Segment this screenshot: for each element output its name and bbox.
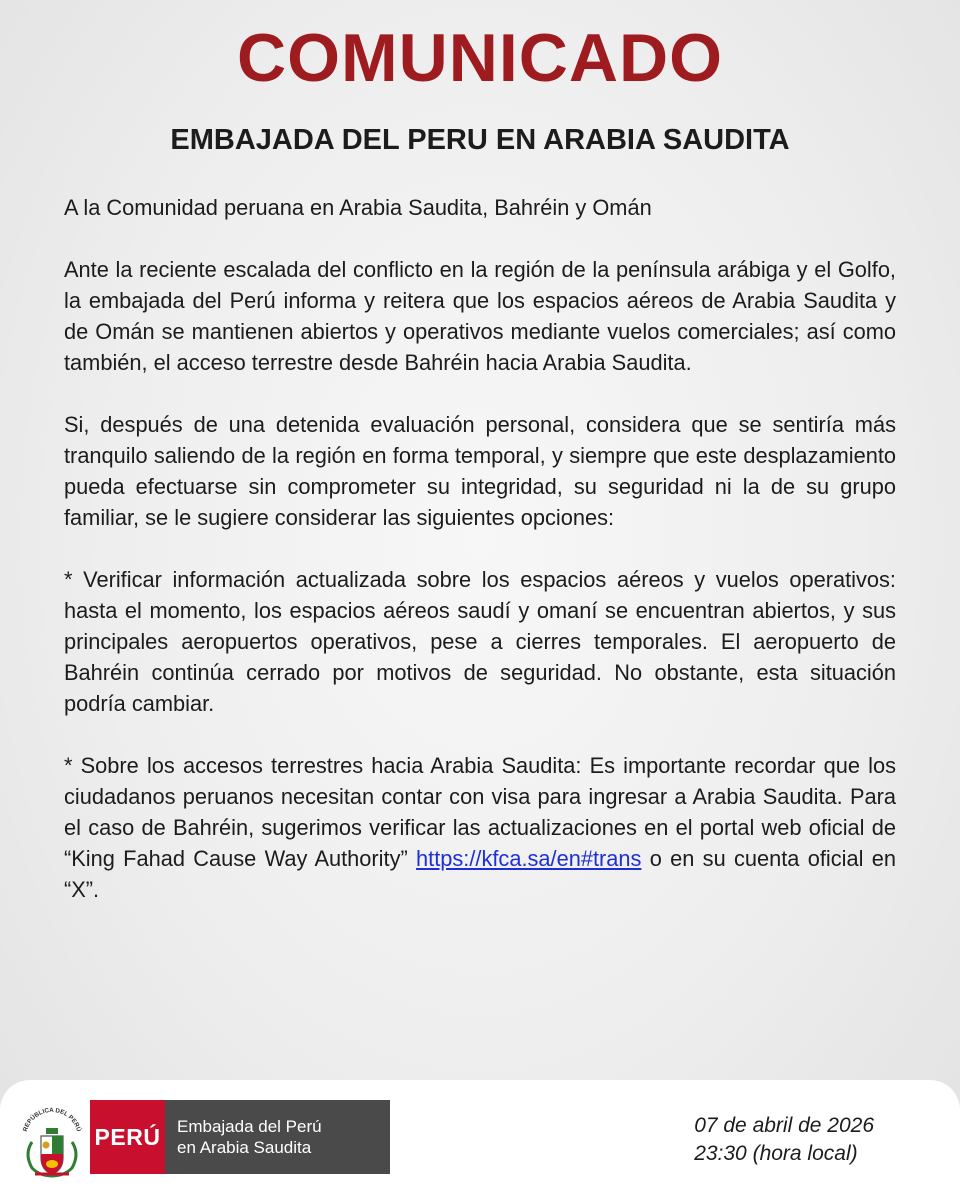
paragraph-land-option bbox=[64, 750, 896, 905]
publication-date: 07 de abril de 2026 bbox=[694, 1114, 874, 1137]
kfca-link[interactable]: https://kfca.sa/en#trans bbox=[416, 846, 642, 871]
logo-embassy-line2: en Arabia Saudita bbox=[177, 1138, 312, 1157]
logo-country-text: PERÚ bbox=[94, 1123, 161, 1150]
peru-embassy-logo bbox=[90, 1100, 390, 1174]
publication-time: 23:30 (hora local) bbox=[694, 1142, 858, 1165]
seal-text: REPÚBLICA DEL PERÚ bbox=[21, 1106, 83, 1133]
paragraph-departure-suggestion: Si, después de una detenida evaluación personal, considera que se sentiría más tranquilo saliendo de la región en forma temporal, y siempre que este desplazamiento pueda efectuarse sin comprometer su integridad, su seguridad ni la de su grupo familiar, se le sugiere considerar las siguientes opciones: bbox=[64, 412, 896, 530]
paragraph-airspace-status: Ante la reciente escalada del conflicto en la región de la península arábiga y el Golfo, la embajada del Perú informa y reitera que los espacios aéreos de Arabia Saudita y de Omán se mantienen abiertos y operativos mediante vuelos comerciales; así como también, el acceso terrestre desde Bahréin hacia Arabia Saudita. bbox=[64, 257, 896, 375]
logo-country-block bbox=[90, 1100, 165, 1174]
land-option-text-end: o en su cuenta oficial en “X”. bbox=[64, 846, 896, 902]
coat-of-arms-icon bbox=[18, 1098, 86, 1182]
land-option-text: * Sobre los accesos terrestres hacia Arabia Saudita: Es importante recordar que los ciudadanos peruanos necesitan contar con visa para ingresar a Arabia Saudita. Para el caso de Bahréin, sugerimos verificar las actualizaciones en el portal web oficial de “King Fahad Cause Way Authority” bbox=[64, 753, 896, 871]
footer-bar bbox=[0, 1080, 960, 1200]
communique-body bbox=[64, 192, 896, 936]
greeting-line: A la Comunidad peruana en Arabia Saudita, Bahréin y Omán bbox=[64, 195, 652, 220]
paragraph-air-option: * Verificar información actualizada sobre los espacios aéreos y vuelos operativos: hasta el momento, los espacios aéreos saudí y omaní se encuentran abiertos, y sus principales aeropuertos operativos, pese a cierres temporales. El aeropuerto de Bahréin continúa cerrado por motivos de seguridad. No obstante, esta situación podría cambiar. bbox=[64, 567, 896, 716]
page-subtitle: EMBAJADA DEL PERU EN ARABIA SAUDITA bbox=[170, 124, 790, 156]
logo-embassy-line1: Embajada del Perú bbox=[177, 1117, 322, 1136]
date-block bbox=[694, 1112, 874, 1168]
logo-embassy-block bbox=[165, 1100, 390, 1174]
page-title: COMUNICADO bbox=[237, 20, 723, 96]
